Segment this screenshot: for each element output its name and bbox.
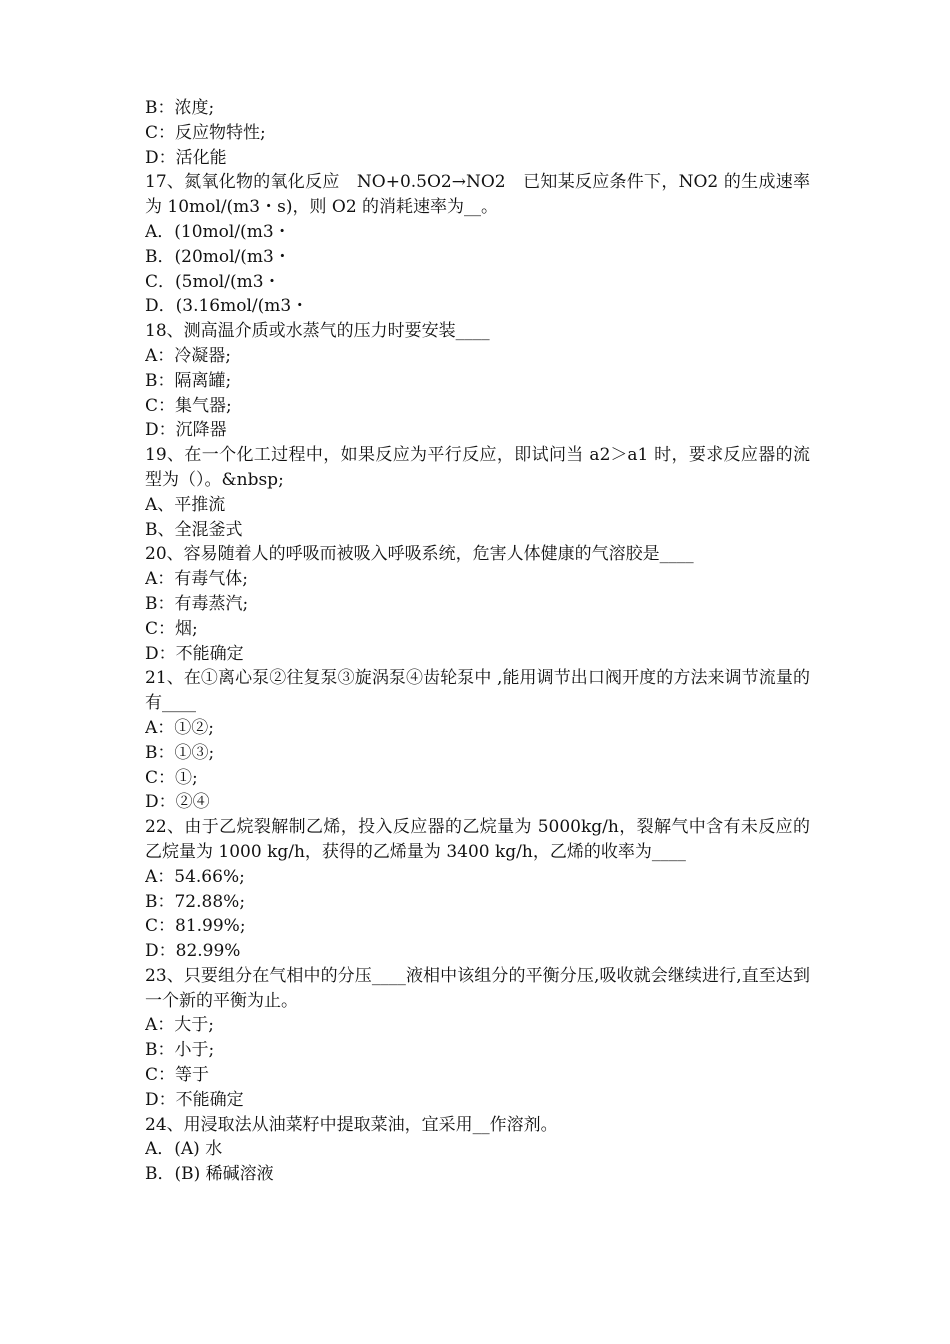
question-18: [145, 319, 810, 443]
question-text: 17、氮氧化物的氧化反应 NO+0.5O2→NO2 已知某反应条件下，NO2 的生成速率为 10mol/(m3・s)，则 O2 的消耗速率为__。: [145, 172, 810, 218]
option-b: B：72.88%;: [145, 891, 246, 912]
option-d: D：不能确定: [145, 1089, 244, 1110]
question-text: 18、测高温介质或水蒸气的压力时要安装____: [145, 321, 490, 342]
option-a: A．(A) 水: [145, 1139, 223, 1160]
option-b: B．(B) 稀碱溶液: [145, 1164, 274, 1185]
question-17: [145, 170, 810, 319]
question-23: [145, 964, 810, 1113]
option-b: B：①③;: [145, 742, 215, 763]
option-a: A．(10mol/(m3・: [145, 221, 291, 242]
option-c: C：等于: [145, 1065, 210, 1086]
option-b: B、全混釜式: [145, 519, 243, 540]
question-text: 21、在①离心泵②往复泵③旋涡泵④齿轮泵中 ,能用调节出口阀开度的方法来调节流量的有____: [145, 668, 810, 714]
option-b: B：隔离罐;: [145, 370, 232, 391]
option-c: C：烟;: [145, 618, 198, 639]
option-b: B．(20mol/(m3・: [145, 246, 291, 267]
question-text: 23、只要组分在气相中的分压____液相中该组分的平衡分压,吸收就会继续进行,直至达到一个新的平衡为止。: [145, 965, 810, 1011]
question-text: 24、用浸取法从油菜籽中提取菜油，宜采用__作溶剂。: [145, 1114, 558, 1135]
option-d: D：②④: [145, 792, 210, 813]
question-20: [145, 542, 810, 666]
question-24: [145, 1113, 810, 1187]
question-text: 22、由于乙烷裂解制乙烯，投入反应器的乙烷量为 5000kg/h，裂解气中含有未反应的乙烷量为 1000 kg/h，获得的乙烯量为 3400 kg/h，乙烯的收率为____: [145, 817, 810, 862]
option-b: B：浓度;: [145, 98, 215, 118]
option-a: A：①②;: [145, 717, 215, 738]
question-21: [145, 666, 810, 815]
option-b: B：有毒蒸汽;: [145, 593, 249, 614]
option-d: D：沉降器: [145, 420, 227, 441]
option-a: A：有毒气体;: [145, 569, 249, 590]
option-a: A：大于;: [145, 1015, 215, 1036]
option-d: D：活化能: [145, 147, 227, 168]
option-c: C．(5mol/(m3・: [145, 271, 281, 292]
document-page: [145, 96, 810, 1187]
option-d: D：82.99%: [145, 941, 241, 962]
option-c: C：①;: [145, 767, 198, 788]
option-c: C：反应物特性;: [145, 122, 266, 143]
option-c: C：集气器;: [145, 395, 232, 416]
option-b: B：小于;: [145, 1040, 215, 1061]
option-a: A：54.66%;: [145, 866, 245, 887]
question-text: 20、容易随着人的呼吸而被吸入呼吸系统，危害人体健康的气溶胶是____: [145, 544, 694, 565]
lead-options: [145, 96, 810, 170]
option-a: A：冷凝器;: [145, 345, 232, 366]
option-a: A、平推流: [145, 494, 226, 515]
option-c: C：81.99%;: [145, 916, 246, 937]
question-19: [145, 443, 810, 542]
option-d: D．(3.16mol/(m3・: [145, 296, 309, 317]
option-d: D：不能确定: [145, 643, 244, 664]
question-text: 19、在一个化工过程中，如果反应为平行反应，即试问当 a2＞a1 时，要求反应器的流型为（）。&nbsp;: [145, 445, 810, 490]
question-22: [145, 815, 810, 964]
